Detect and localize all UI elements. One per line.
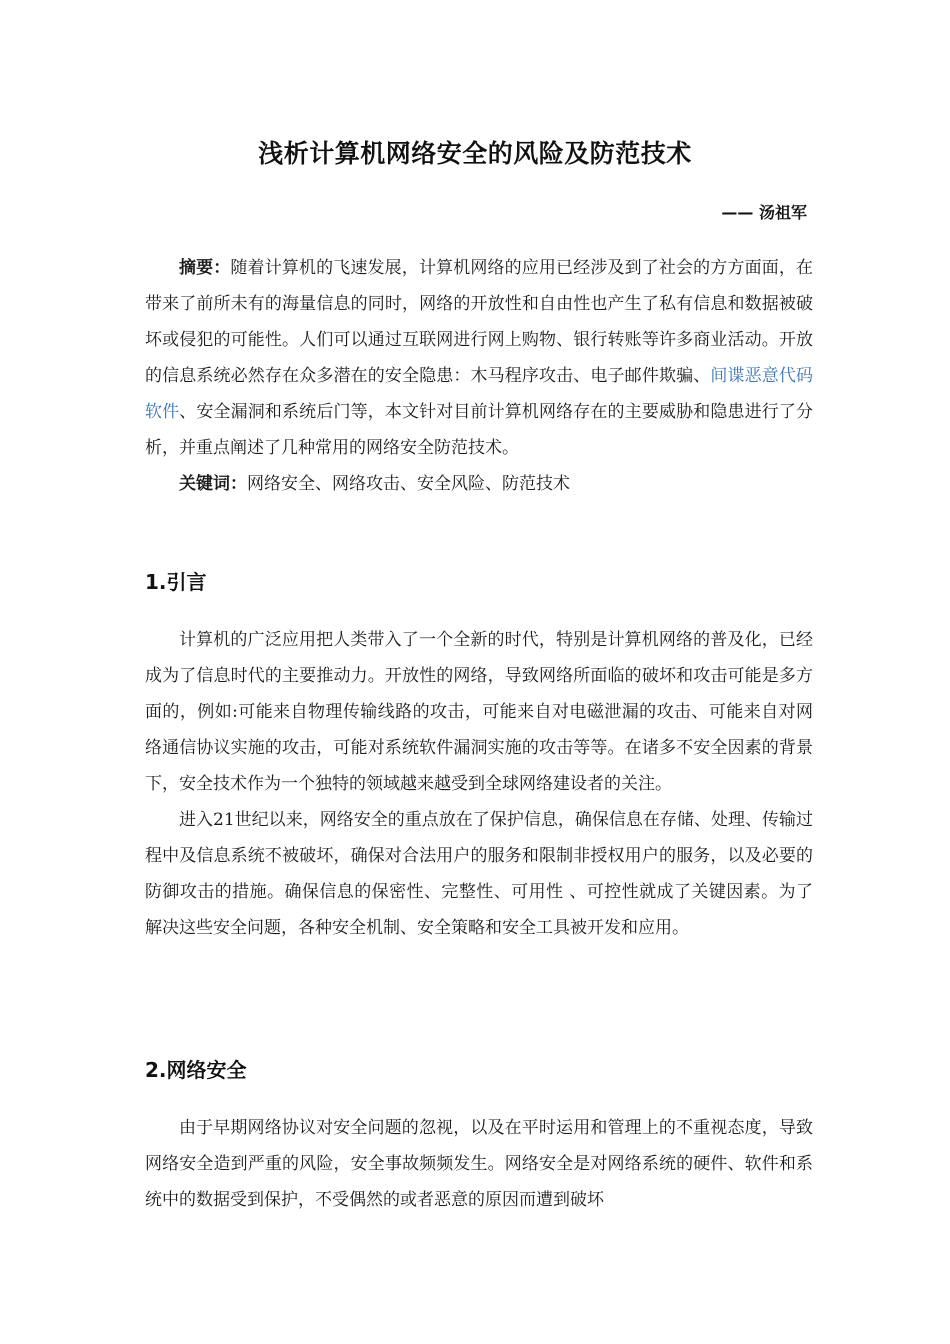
author-line: —— 汤祖军 bbox=[721, 203, 807, 222]
network-security-paragraph-1: 由于早期网络协议对安全问题的忽视，以及在平时运用和管理上的不重视态度，导致网络安全造到严重的风险，安全事故频频发生。网络安全是对网络系统的硬件、软件和系统中的数据受到保护，不受偶然的或者恶意的原因而遭到破坏 bbox=[145, 1118, 813, 1210]
intro-paragraph-2: 进入21世纪以来，网络安全的重点放在了保护信息，确保信息在存储、处理、传输过程中及信息系统不被破坏，确保对合法用户的服务和限制非授权用户的服务，以及必要的防御攻击的措施。确保信息的保密性、完整性、可用性 、可控性就成了关键因素。为了解决这些安全问题，各种安全机制、安全策略和安全工具被开发和应用。 bbox=[145, 810, 813, 938]
keywords-label: 关键词： bbox=[179, 474, 247, 494]
abstract-block bbox=[145, 250, 813, 502]
section-intro-body bbox=[145, 622, 813, 946]
abstract-link[interactable]: 间谍恶意代码软件 bbox=[145, 366, 814, 422]
abstract-text-2: 、安全漏洞和系统后门等，本文针对目前计算机网络存在的主要威胁和隐患进行了分析，并重点阐述了几种常用的网络安全防范技术。 bbox=[145, 402, 814, 458]
section-network-security-body bbox=[145, 1110, 813, 1218]
intro-paragraph-1: 计算机的广泛应用把人类带入了一个全新的时代，特别是计算机网络的普及化，已经成为了信息时代的主要推动力。开放性的网络，导致网络所面临的破坏和攻击可能是多方面的，例如:可能来自物理传输线路的攻击，可能来自对电磁泄漏的攻击、可能来自对网络通信协议实施的攻击，可能对系统软件漏洞实施的攻击等等。在诸多不安全因素的背景下，安全技术作为一个独特的领域越来越受到全球网络建设者的关注。 bbox=[145, 630, 813, 794]
abstract-paragraph bbox=[145, 250, 813, 466]
abstract-label: 摘要： bbox=[179, 258, 231, 278]
abstract-text-1: 随着计算机的飞速发展，计算机网络的应用已经涉及到了社会的方方面面，在带来了前所未有的海量信息的同时，网络的开放性和自由性也产生了私有信息和数据被破坏或侵犯的可能性。人们可以通过互联网进行网上购物、银行转账等许多商业活动。开放的信息系统必然存在众多潜在的安全隐患：木马程序攻击、电子邮件欺骗、 bbox=[145, 258, 814, 386]
keywords-text: 网络安全、网络攻击、安全风险、防范技术 bbox=[247, 474, 570, 494]
section-heading-intro: 1.引言 bbox=[145, 570, 207, 594]
paper-title: 浅析计算机网络安全的风险及防范技术 bbox=[258, 139, 692, 168]
section-heading-network-security: 2.网络安全 bbox=[145, 1058, 247, 1082]
keywords-paragraph bbox=[145, 466, 813, 502]
